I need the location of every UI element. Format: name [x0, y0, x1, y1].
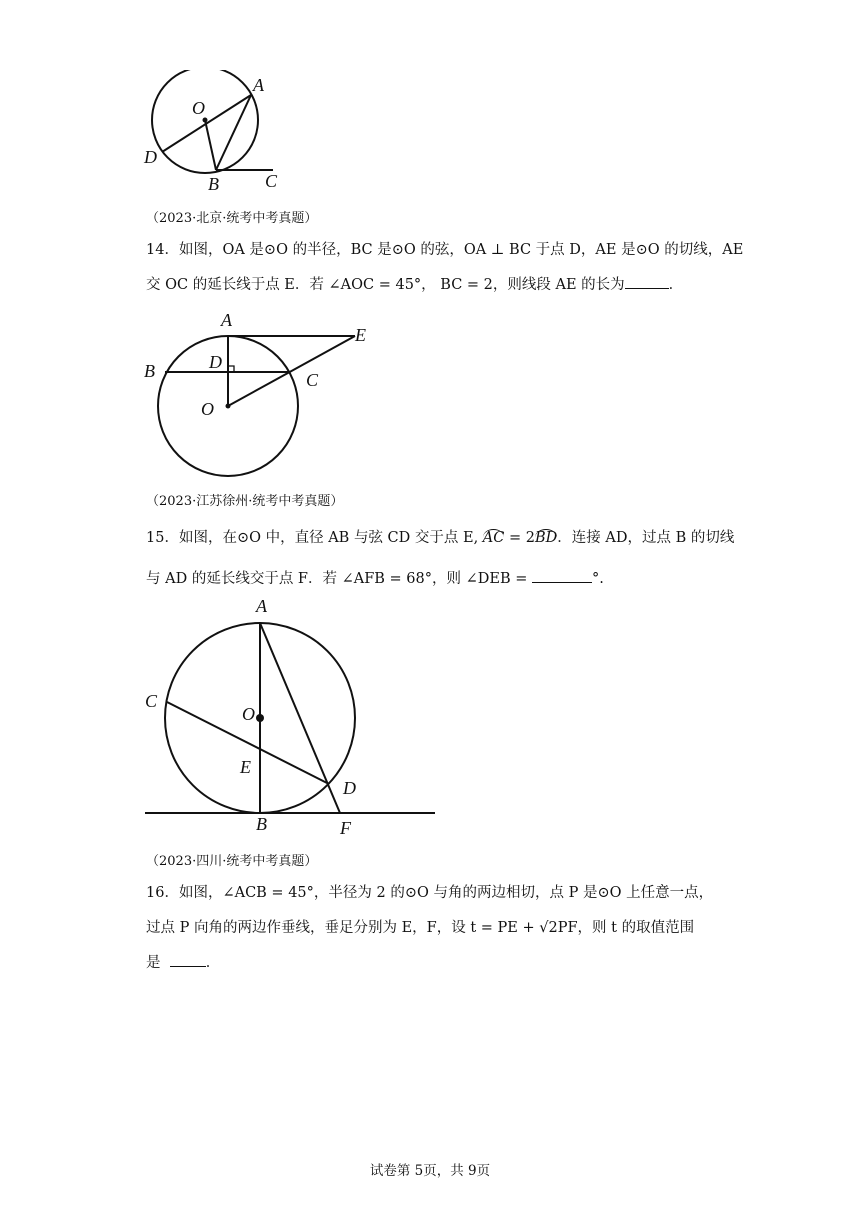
answer-blank-14[interactable]	[625, 276, 669, 289]
label-o: O	[192, 98, 205, 118]
sqrt-two: √2	[539, 920, 558, 936]
question-15-text-b: ．连接 AD，过点 B 的切线	[557, 530, 735, 546]
question-16-end: ．	[205, 955, 221, 971]
label-c: C	[145, 691, 158, 711]
question-15-text-c: 与 AD 的延长线交于点 F．若 ∠AFB = 68°，则 ∠DEB =	[146, 571, 528, 587]
figure-13	[140, 70, 300, 195]
label-e: E	[355, 325, 366, 345]
question-16-line-3	[146, 954, 220, 972]
source-13: （2023·北京·统考中考真题）	[146, 211, 318, 226]
answer-blank-15[interactable]	[532, 570, 592, 583]
question-15-end: °.	[592, 571, 604, 587]
label-d: D	[343, 778, 356, 798]
label-d: D	[144, 147, 157, 167]
label-o: O	[242, 704, 255, 724]
question-14-text: 交 OC 的延长线于点 E．若 ∠AOC = 45°， BC = 2，则线段 AE 的长为	[146, 277, 625, 293]
question-14-end: ．	[668, 277, 684, 293]
label-b: B	[208, 174, 219, 194]
equals-two: = 2	[504, 530, 535, 546]
label-a: A	[256, 596, 267, 616]
question-14-line-2	[146, 276, 683, 294]
label-c: C	[306, 370, 319, 390]
source-15: （2023·四川·统考中考真题）	[146, 854, 318, 869]
question-15-text-a: 15．如图，在⊙O 中，直径 AB 与弦 CD 交于点 E,	[146, 530, 483, 546]
label-a: A	[221, 310, 232, 330]
label-e: E	[240, 757, 251, 777]
center-point	[203, 118, 208, 123]
page-footer: 试卷第 5页，共 9页	[369, 1163, 491, 1179]
arc-ac: AC	[482, 530, 505, 546]
question-16-line-1: 16．如图，∠ACB = 45°，半径为 2 的⊙O 与角的两边相切，点 P 是⊙O 上任意一点，	[146, 885, 714, 901]
center-point	[256, 714, 264, 722]
label-f: F	[340, 818, 351, 838]
radius-ob	[205, 120, 216, 170]
question-16-text-a: 过点 P 向角的两边作垂线，垂足分别为 E，F，设 t = PE +	[146, 920, 540, 936]
figure-15	[140, 596, 440, 841]
question-16-line-2	[146, 920, 694, 937]
label-a: A	[253, 75, 264, 95]
figure-14	[140, 305, 380, 477]
question-16-text-c: 是	[146, 955, 161, 971]
question-16-text-b: PF，则 t 的取值范围	[557, 920, 695, 936]
question-15-line-1	[146, 530, 734, 547]
arc-bd: BD	[534, 530, 558, 546]
label-b: B	[144, 361, 155, 381]
source-14: （2023·江苏徐州·统考中考真题）	[146, 494, 344, 509]
question-15-line-2	[146, 570, 604, 588]
answer-blank-16[interactable]	[170, 954, 206, 967]
question-14-line-1: 14．如图，OA 是⊙O 的半径，BC 是⊙O 的弦，OA ⊥ BC 于点 D，AE 是⊙O 的切线，AE	[146, 242, 744, 258]
label-o: O	[201, 399, 214, 419]
label-b: B	[256, 814, 267, 834]
label-c: C	[265, 171, 278, 191]
center-point	[226, 404, 231, 409]
label-d: D	[209, 352, 222, 372]
